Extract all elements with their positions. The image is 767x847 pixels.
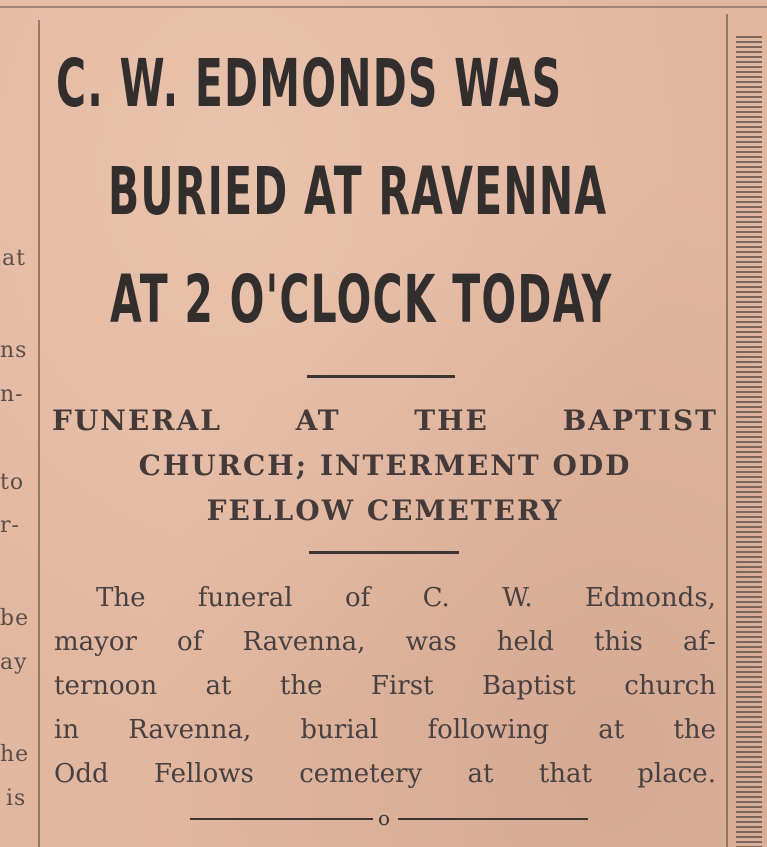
article-line	[54, 708, 716, 752]
fragment: he	[0, 742, 30, 767]
article-word: Odd	[54, 759, 109, 789]
article-word: the	[279, 671, 323, 701]
article-word: following	[427, 715, 550, 745]
article-word: at	[467, 759, 494, 789]
end-mark: o	[378, 806, 391, 830]
subheadline-line: CHURCH; INTERMENT ODD	[138, 449, 632, 482]
fragment: to	[0, 470, 25, 495]
article-word: Baptist	[481, 671, 576, 701]
article-word: that	[538, 759, 592, 789]
subheadline-word: THE	[414, 404, 489, 437]
article-word: mayor	[54, 627, 137, 657]
article-line	[54, 664, 716, 708]
top-rule	[0, 6, 767, 8]
article-word: af-	[682, 627, 716, 657]
subheadline	[52, 398, 718, 533]
fragment: at	[2, 246, 26, 271]
article-word: funeral	[197, 583, 293, 613]
subheadline-line: FELLOW CEMETERY	[206, 494, 564, 527]
left-column-rule	[38, 20, 40, 847]
article-word: The	[96, 583, 146, 613]
article-word: this	[593, 627, 643, 657]
headline-line: C. W. EDMONDS WAS	[56, 45, 563, 122]
article-word: at	[205, 671, 232, 701]
fragment: is	[6, 786, 27, 811]
adjacent-column-strip	[736, 36, 762, 847]
article-word: ternoon	[54, 671, 158, 701]
article-word: C.	[422, 583, 450, 613]
article-word: burial	[300, 715, 379, 745]
article-word: of	[344, 583, 371, 613]
article-word: W.	[502, 583, 533, 613]
fragment: r-	[0, 513, 20, 538]
article-body	[54, 576, 716, 796]
article-word: the	[673, 715, 716, 745]
headline-line: AT 2 O'CLOCK TODAY	[110, 261, 613, 338]
fragment: ay	[0, 650, 28, 675]
article-word: place.	[637, 759, 716, 789]
article-word: was	[405, 627, 457, 657]
subheadline-word: BAPTIST	[562, 404, 718, 437]
fragment: ns	[0, 338, 28, 363]
adjacent-column-fragments	[0, 0, 36, 847]
article-word: First	[370, 671, 434, 701]
article-word: Edmonds,	[585, 583, 716, 613]
article-word: at	[598, 715, 625, 745]
article-word: cemetery	[299, 759, 423, 789]
article-line	[54, 576, 716, 620]
end-rule	[190, 818, 373, 820]
divider-rule	[307, 375, 455, 378]
article-word: church	[624, 671, 716, 701]
article-word: Ravenna,	[128, 715, 252, 745]
article-line	[54, 752, 716, 796]
article-word: Ravenna,	[242, 627, 366, 657]
fragment: be	[0, 606, 30, 631]
article-line	[54, 620, 716, 664]
article-word: held	[496, 627, 554, 657]
subheadline-line	[52, 398, 718, 443]
headline-line: BURIED AT RAVENNA	[108, 153, 608, 230]
subheadline-word: AT	[295, 404, 341, 437]
article-word: in	[54, 715, 80, 745]
article-word: Fellows	[153, 759, 254, 789]
headline	[48, 30, 724, 354]
subheadline-word: FUNERAL	[52, 404, 222, 437]
right-column-rule	[726, 14, 728, 847]
divider-rule	[309, 551, 459, 554]
article-word: of	[177, 627, 203, 657]
fragment: n-	[0, 382, 24, 407]
end-rule	[398, 818, 588, 820]
